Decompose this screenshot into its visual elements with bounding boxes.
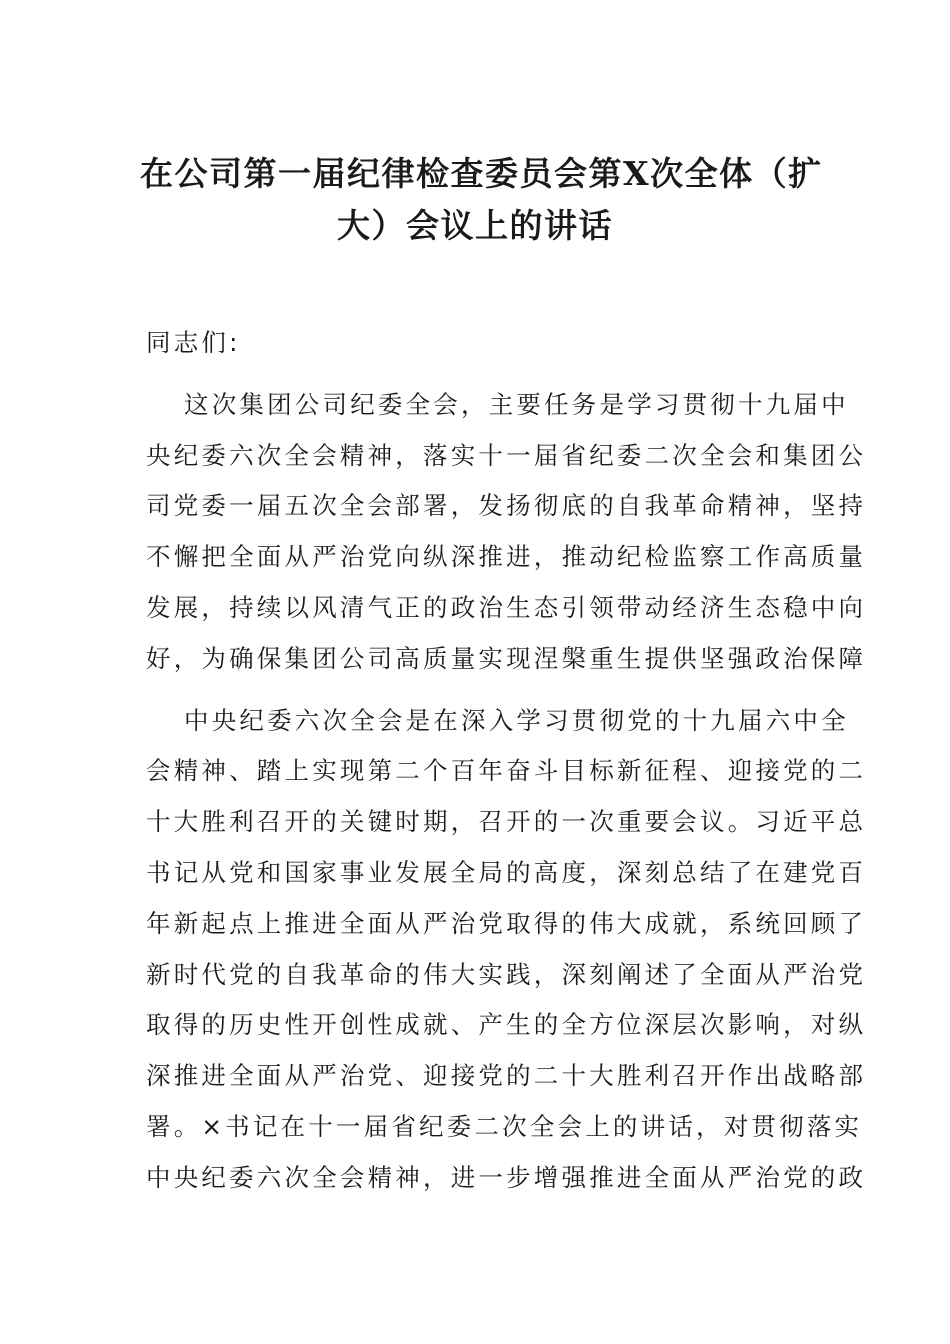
paragraph-line: 取得的历史性开创性成就、产生的全方位深层次影响，对纵 — [146, 1010, 867, 1040]
paragraph-line: 这次集团公司纪委全会，主要任务是学习贯彻十九届中 — [184, 389, 849, 419]
paragraph-line: 深推进全面从严治党、迎接党的二十大胜利召开作出战略部 — [146, 1061, 867, 1091]
title-line: 在公司第一届纪律检查委员会第X次全体（扩 — [140, 154, 823, 193]
paragraph-line: 发展，持续以风清气正的政治生态引领带动经济生态稳中向 — [146, 592, 867, 622]
paragraph-line: 司党委一届五次全会部署，发扬彻底的自我革命精神，坚持 — [146, 491, 867, 521]
paragraph-line: 署。×书记在十一届省纪委二次全会上的讲话，对贯彻落实 — [146, 1111, 863, 1141]
paragraph-line: 新时代党的自我革命的伟大实践，深刻阐述了全面从严治党 — [146, 959, 867, 989]
document-title — [140, 148, 823, 252]
paragraph-line: 不懈把全面从严治党向纵深推进，推动纪检监察工作高质量 — [146, 542, 867, 572]
document-body — [146, 318, 867, 1215]
paragraph-line: 央纪委六次全会精神，落实十一届省纪委二次全会和集团公 — [146, 440, 867, 470]
paragraph-line: 年新起点上推进全面从严治党取得的伟大成就，系统回顾了 — [146, 908, 867, 938]
paragraph-line: 书记从党和国家事业发展全局的高度，深刻总结了在建党百 — [146, 857, 867, 887]
title-line: 大）会议上的讲话 — [337, 206, 613, 245]
paragraph-line: 好，为确保集团公司高质量实现涅槃重生提供坚强政治保障 — [146, 643, 867, 673]
paragraph-line: 十大胜利召开的关键时期，召开的一次重要会议。习近平总 — [146, 807, 867, 837]
paragraph-line: 会精神、踏上实现第二个百年奋斗目标新征程、迎接党的二 — [146, 756, 867, 786]
paragraph — [146, 696, 867, 1204]
paragraph-line: 中央纪委六次全会精神，进一步增强推进全面从严治党的政 — [146, 1162, 867, 1192]
greeting: 同志们: — [146, 328, 241, 357]
paragraph — [146, 380, 867, 685]
paragraph-line: 中央纪委六次全会是在深入学习贯彻党的十九届六中全 — [184, 705, 849, 735]
